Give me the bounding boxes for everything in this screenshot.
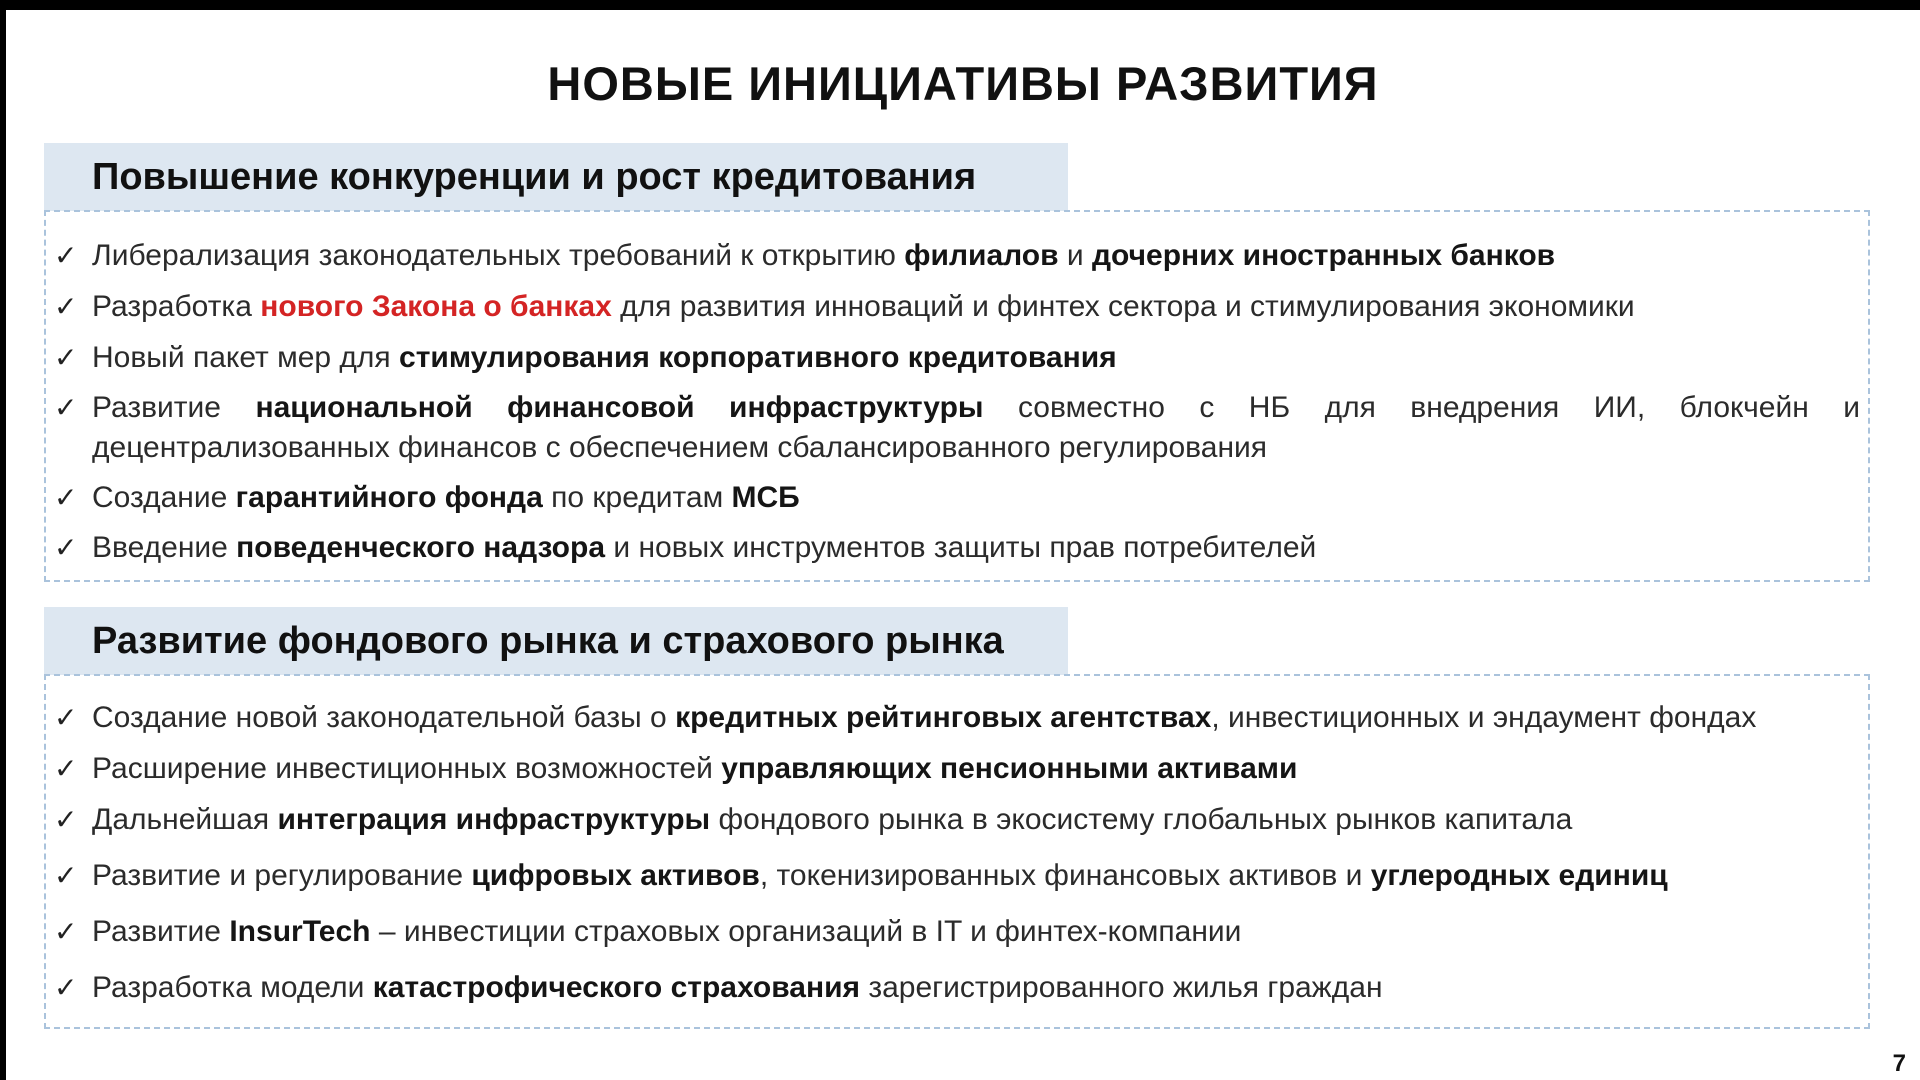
plain-text: Создание	[92, 481, 236, 514]
plain-text: Расширение инвестиционных возможностей	[92, 752, 722, 785]
plain-text: для развития инноваций и финтех сектора и стимулирования экономики	[611, 290, 1635, 323]
list-item	[46, 856, 1868, 896]
list-item-text	[92, 478, 1868, 518]
list-item-text	[92, 856, 1868, 896]
list-item	[46, 338, 1868, 378]
emphasis-text: дочерних иностранных банков	[1092, 239, 1556, 272]
list-item	[46, 287, 1868, 327]
list-item-text	[92, 800, 1868, 840]
slide	[6, 10, 1920, 1080]
section-heading-markets: Развитие фондового рынка и страхового рынка	[44, 607, 1068, 675]
list-item-text	[92, 338, 1868, 378]
plain-text: фондового рынка в экосистему глобальных рынков капитала	[710, 803, 1573, 836]
checkmark-icon: ✓	[54, 702, 78, 733]
list-item-text	[92, 912, 1868, 952]
page-number: 7	[1892, 1050, 1906, 1077]
plain-text: , инвестиционных и эндаумент фондах	[1211, 701, 1757, 734]
emphasis-text: управляющих пенсионными активами	[721, 752, 1298, 785]
emphasis-text: национальной финансовой инфраструктуры	[255, 391, 984, 424]
emphasis-text: поведенческого надзора	[236, 531, 606, 564]
slide-title: НОВЫЕ ИНИЦИАТИВЫ РАЗВИТИЯ	[547, 57, 1379, 110]
emphasis-text: МСБ	[731, 481, 800, 514]
list-item	[46, 698, 1868, 738]
checkmark-icon: ✓	[54, 482, 78, 513]
checkmark-icon: ✓	[54, 342, 78, 373]
list-item	[46, 749, 1868, 789]
plain-text: , токенизированных финансовых активов и	[759, 859, 1371, 892]
plain-text: Либерализация законодательных требований к открытию	[92, 239, 905, 272]
checkmark-icon: ✓	[54, 860, 78, 891]
section-heading-credit: Повышение конкуренции и рост кредитования	[44, 143, 1068, 211]
list-item	[46, 478, 1868, 518]
emphasis-text: филиалов	[904, 239, 1059, 272]
checkmark-icon: ✓	[54, 916, 78, 947]
list-item-text	[92, 749, 1868, 789]
list-item-text	[92, 968, 1868, 1008]
list-item	[46, 388, 1868, 468]
emphasis-text: катастрофического страхования	[372, 971, 861, 1004]
emphasis-text: стимулирования корпоративного кредитования	[399, 341, 1117, 374]
list-item	[46, 236, 1868, 276]
list-item	[46, 528, 1868, 568]
section-box-credit	[44, 210, 1870, 582]
list-item	[46, 800, 1868, 840]
plain-text: Разработка	[92, 290, 261, 323]
plain-text: Разработка модели	[92, 971, 373, 1004]
emphasis-text: кредитных рейтинговых агентствах	[675, 701, 1212, 734]
plain-text: Новый пакет мер для	[92, 341, 400, 374]
plain-text: Введение	[92, 531, 237, 564]
list-item	[46, 912, 1868, 952]
emphasis-text: интеграция инфраструктуры	[277, 803, 711, 836]
checkmark-icon: ✓	[54, 753, 78, 784]
emphasis-text: углеродных единиц	[1370, 859, 1668, 892]
emphasis-text: цифровых активов	[471, 859, 760, 892]
plain-text: Развитие	[92, 391, 256, 424]
plain-text: по кредитам	[542, 481, 732, 514]
plain-text: зарегистрированного жилья граждан	[860, 971, 1383, 1004]
list-item-text	[92, 388, 1868, 468]
list-item-text	[92, 698, 1868, 738]
plain-text: и новых инструментов защиты прав потребителей	[605, 531, 1317, 564]
highlight-text: нового Закона о банках	[260, 290, 612, 323]
plain-text: и	[1058, 239, 1092, 272]
checkmark-icon: ✓	[54, 392, 78, 423]
list-item-text	[92, 236, 1868, 276]
emphasis-text: гарантийного фонда	[235, 481, 543, 514]
section-box-markets	[44, 674, 1870, 1029]
plain-text: Развитие и регулирование	[92, 859, 472, 892]
emphasis-text: InsurTech	[229, 915, 371, 948]
list-item-text	[92, 287, 1868, 327]
checkmark-icon: ✓	[54, 240, 78, 271]
list-item	[46, 968, 1868, 1008]
plain-text: – инвестиции страховых организаций в IT и финтех-компании	[370, 915, 1242, 948]
checkmark-icon: ✓	[54, 532, 78, 563]
checkmark-icon: ✓	[54, 972, 78, 1003]
plain-text: Создание новой законодательной базы о	[92, 701, 676, 734]
plain-text: совместно с НБ для внедрения ИИ, блокчейн и децентрализованных финансов с обеспечением сбалансированного регулирования	[92, 391, 1860, 464]
list-item-text	[92, 528, 1868, 568]
checkmark-icon: ✓	[54, 804, 78, 835]
plain-text: Развитие	[92, 915, 230, 948]
plain-text: Дальнейшая	[92, 803, 278, 836]
checkmark-icon: ✓	[54, 291, 78, 322]
